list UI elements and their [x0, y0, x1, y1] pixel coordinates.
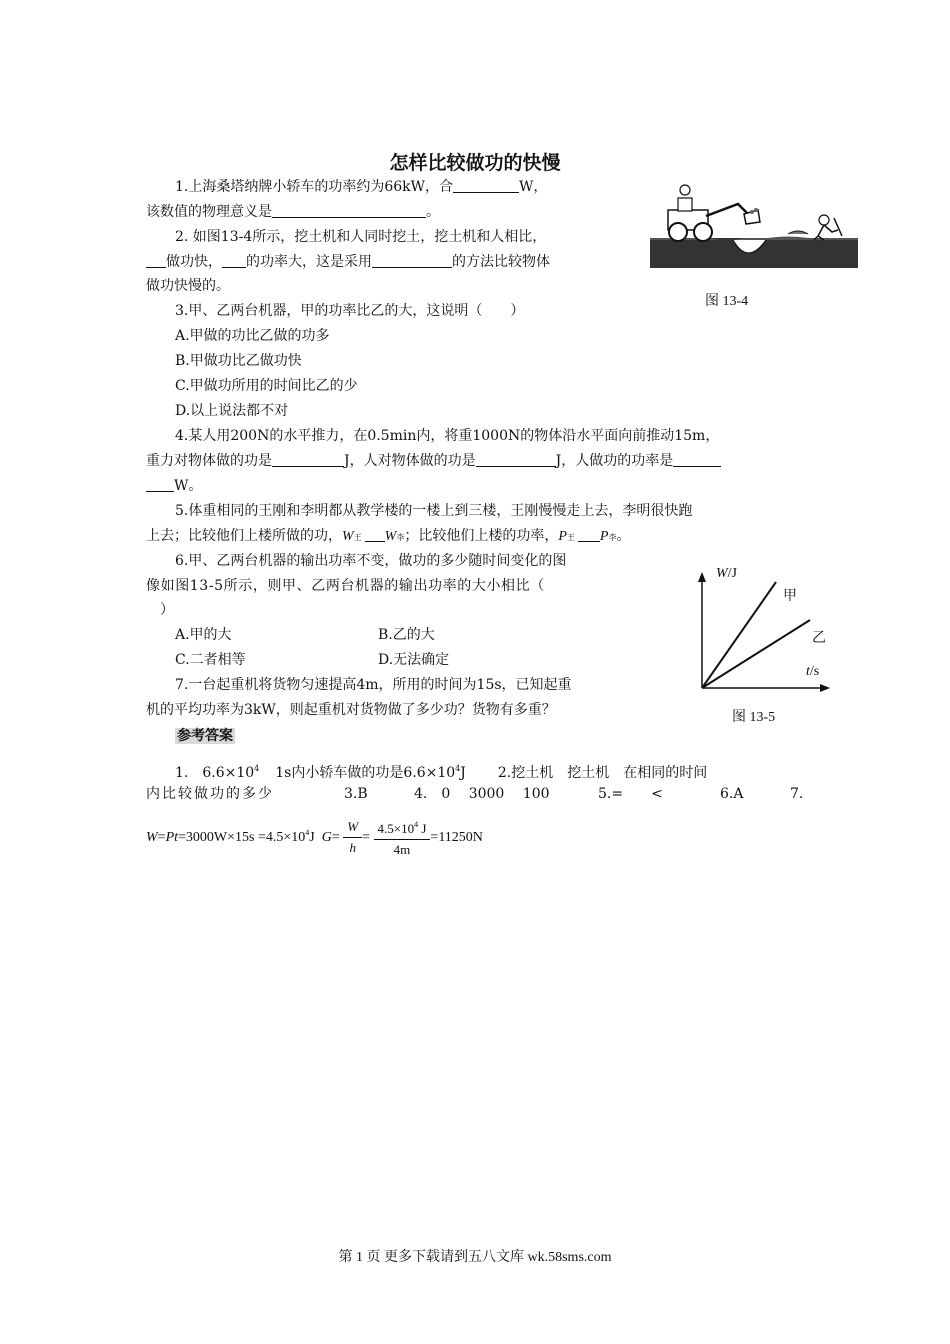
answer-7-eq1: =	[157, 830, 166, 845]
page-title: 怎样比较做功的快慢	[389, 152, 561, 174]
q1-text-b: W，	[519, 179, 548, 195]
figure-13-5-caption: 图 13-5	[732, 710, 776, 725]
answers-line3	[146, 813, 483, 860]
q4-text-b: J，人对物体做的功是	[344, 453, 476, 469]
q2-text-b: 做功快，	[166, 254, 222, 270]
dirt-pile	[788, 231, 808, 234]
q5-p-symbol-1: P	[558, 529, 567, 544]
q1-text-a: 1.上海桑塔纳牌小轿车的功率约为66kW，合	[175, 179, 454, 195]
q6-option-b: B.乙的大	[378, 627, 435, 643]
q4-text-a: 重力对物体做的功是	[146, 453, 272, 469]
q1-blank-2	[272, 203, 426, 218]
q4-line2	[146, 452, 721, 470]
answer-7-g: G	[321, 830, 332, 845]
q5-blank-2	[578, 527, 600, 542]
answer-7-exponent: 4	[305, 828, 310, 837]
q6-option-c: C.二者相等	[175, 652, 246, 668]
y-axis-arrow	[698, 572, 706, 582]
q4-text-c: J，人做功的功率是	[555, 453, 674, 469]
answer-7-w: W	[146, 830, 158, 845]
q3-stem: 3.甲、乙两台机器，甲的功率比乙的大，这说明（ ）	[175, 303, 525, 319]
x-axis-arrow	[820, 684, 830, 692]
answer-7-eq3: =	[331, 830, 340, 845]
x-axis-symbol: t	[806, 664, 810, 679]
q6-option-d: D.无法确定	[378, 652, 450, 668]
q3-option-d: D.以上说法都不对	[175, 403, 289, 419]
line-jia	[702, 582, 776, 688]
q4-text-d: W。	[174, 478, 203, 494]
q5-sub-wang: 王	[353, 533, 362, 542]
fraction-value	[374, 815, 431, 860]
q1-blank-1	[453, 178, 519, 193]
answer-1-meaning-unit: J	[460, 765, 466, 781]
answer-2-cont: 内比较做功的多少	[146, 786, 274, 802]
answer-1-meaning: 1s内小轿车做的功是6.6×10	[275, 765, 456, 781]
q6-line1: 6.甲、乙两台机器的输出功率不变，做功的多少随时间变化的图	[175, 553, 567, 569]
answer-1-meaning-exponent: 4	[455, 764, 461, 773]
answer-6: 6.A	[720, 786, 744, 802]
q3-option-b: B.甲做功比乙做功快	[175, 353, 302, 369]
q6-option-a: A.甲的大	[175, 627, 232, 643]
excavator-cab	[678, 198, 692, 211]
q5-p-symbol-2: P	[599, 529, 609, 544]
q1-line2	[146, 203, 440, 221]
answer-7-pt: Pt	[165, 830, 179, 845]
answers-heading	[175, 727, 235, 745]
y-axis-symbol: W	[716, 566, 728, 581]
q7-line2: 机的平均功率为3kW，则起重机对货物做了多少功？货物有多重？	[146, 702, 556, 718]
shovel	[834, 218, 842, 236]
q5-text-b: ；比较他们上楼的功率，	[404, 528, 559, 544]
x-axis-unit: /s	[809, 664, 820, 679]
q2-line1: 2. 如图13-4所示，挖土机和人同时挖土，挖土机和人相比，	[175, 229, 547, 245]
q4-blank-3b	[146, 477, 174, 492]
y-axis-label	[716, 566, 737, 582]
q1-text-d: 。	[426, 204, 440, 220]
wheel-left	[669, 223, 687, 241]
fraction-1-numerator: W	[343, 817, 362, 838]
q4-blank-2	[476, 452, 556, 467]
dirt-2	[754, 208, 758, 212]
answer-7-label: 7.	[790, 786, 804, 802]
q2-line2	[146, 253, 550, 271]
q5-w-symbol-2: W	[384, 529, 397, 544]
q5-text-end: 。	[616, 528, 631, 544]
q1-text-c: 该数值的物理意义是	[146, 204, 272, 220]
worker-body	[814, 225, 838, 240]
q7-line1: 7.一台起重机将货物匀速提高4m，所用的时间为15s，已知起重	[175, 677, 572, 693]
answers-line2	[146, 785, 806, 803]
fraction-2-numerator	[374, 815, 431, 840]
figure-13-4-caption: 图 13-4	[705, 294, 749, 309]
q2-blank-2	[222, 253, 246, 268]
q5-blank-1	[365, 527, 385, 542]
fraction-2-num-base: 4.5×10	[377, 821, 415, 837]
q5-sub-wang-2: 王	[566, 533, 575, 542]
line-jia-label: 甲	[783, 589, 797, 604]
q2-blank-1	[146, 253, 166, 268]
q4-line3	[146, 477, 202, 495]
page-footer: 第 1 页 更多下载请到五八文库 wk.58sms.com	[338, 1250, 612, 1265]
q5-w-symbol-1: W	[342, 529, 354, 544]
fraction-2-num-unit: J	[418, 821, 427, 837]
fraction-2-denominator: 4m	[393, 842, 411, 858]
q5-line1: 5.体重相同的王刚和李明都从教学楼的一楼上到三楼，王刚慢慢走上去，李明很快跑	[175, 503, 693, 519]
answers-heading-text: 参考答案	[177, 728, 233, 744]
answer-7-result: =11250N	[430, 830, 483, 845]
answer-1-value: 1. 6.6×10	[175, 765, 255, 781]
worker-head	[819, 215, 829, 225]
fraction-2-num-exp: 4	[414, 820, 419, 830]
answer-7-work: =3000W×15s =4.5×10	[178, 830, 306, 845]
wheel-right	[694, 223, 712, 241]
q1-line1	[175, 178, 547, 196]
line-yi	[702, 620, 810, 688]
q5-text-a: 上去；比较他们上楼所做的功，	[146, 528, 342, 544]
q5-sub-li-2: 李	[608, 533, 617, 542]
y-axis-unit: /J	[727, 566, 738, 581]
q6-line3: ）	[160, 602, 174, 618]
fraction-w-over-h	[343, 817, 362, 858]
line-yi-label: 乙	[812, 631, 826, 646]
answer-7-eq4: =	[362, 830, 371, 845]
q5-line2	[146, 527, 630, 547]
answer-1-exponent: 4	[254, 764, 260, 773]
x-axis-label	[806, 664, 819, 680]
answer-3: 3.B	[344, 786, 368, 802]
excavator-illustration	[648, 180, 860, 270]
fraction-1-denominator: h	[349, 840, 356, 856]
q3-option-a: A.甲做的功比乙做的功多	[175, 328, 330, 344]
q3-option-c: C.甲做功所用的时间比乙的少	[175, 378, 358, 394]
q6-line2: 像如图13-5所示，则甲、乙两台机器的输出功率的大小相比（	[146, 578, 545, 594]
q2-text-c: 的功率大，这是采用	[246, 254, 372, 270]
answer-5: 5.= <	[598, 786, 663, 802]
q4-line1: 4.某人用200N的水平推力，在0.5min内，将重1000N的物体沿水平面向前推动15m，	[175, 428, 720, 444]
q5-sub-li: 李	[396, 533, 405, 542]
q2-text-d: 的方法比较物体	[452, 254, 550, 270]
answers-line1	[175, 760, 707, 782]
answer-7-unit: J	[309, 830, 315, 845]
answer-2: 2.挖土机 挖土机 在相同的时间	[497, 765, 708, 781]
q2-line3: 做功快慢的。	[146, 278, 230, 294]
q2-blank-3	[372, 253, 452, 268]
q4-blank-3	[673, 452, 721, 467]
answer-4: 4. 0 3000 100	[414, 786, 550, 802]
dirt-1	[750, 210, 754, 214]
q4-blank-1	[272, 452, 344, 467]
driver-head	[680, 185, 690, 195]
